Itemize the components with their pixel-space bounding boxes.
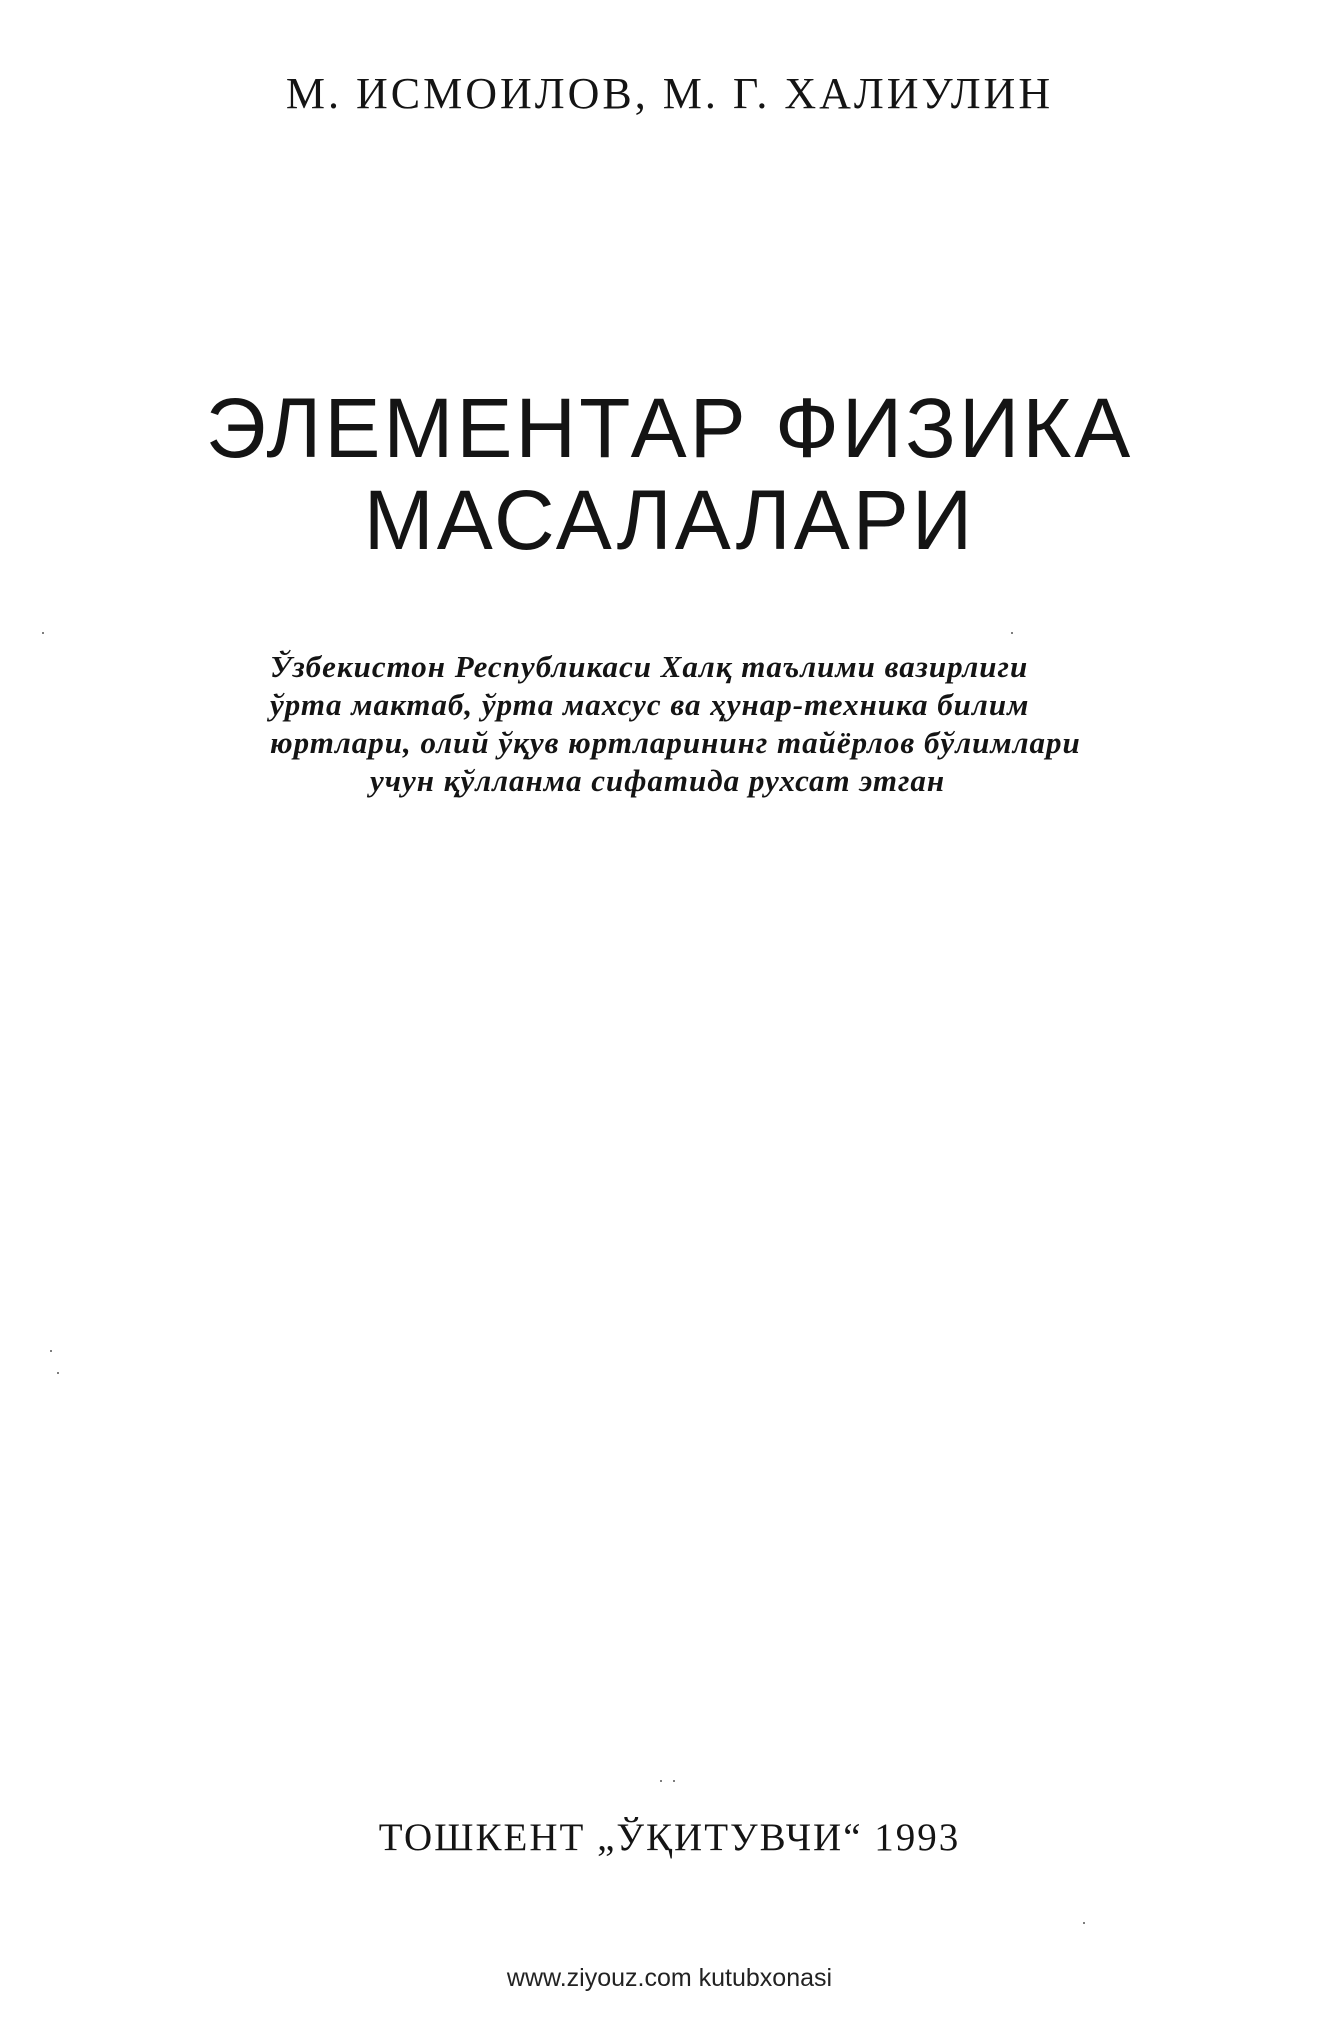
scan-speck [1083,1922,1085,1924]
approval-statement [270,648,1090,800]
publisher-imprint: ТОШКЕНТ „ЎҚИТУВЧИ“ 1993 [378,1816,961,1859]
approval-line-1: Ўзбекистон Республикаси Халқ таълими вазирлиги [270,649,1029,684]
scan-speck [1011,632,1013,634]
authors: М. ИСМОИЛОВ, М. Г. ХАЛИУЛИН [285,69,1054,118]
book-title-line-2: МАСАЛАЛАРИ [363,473,976,567]
approval-line-3: юртлари, олий ўқув юртларининг тайёрлов бўлимлари [270,725,1081,760]
approval-line-2: ўрта мактаб, ўрта махсус ва ҳунар-техника билим [270,687,1030,722]
scan-speck [50,1350,52,1352]
scan-speck [673,1780,675,1782]
scan-speck [42,632,44,634]
scan-speck [660,1780,662,1782]
footer-watermark: www.ziyouz.com kutubxonasi [506,1964,833,1992]
book-title [0,382,1339,566]
approval-line-4: учун қўлланма сифатида рухсат этган [370,763,946,798]
scan-speck [57,1372,59,1374]
book-title-line-1: ЭЛЕМЕНТАР ФИЗИКА [205,381,1134,475]
